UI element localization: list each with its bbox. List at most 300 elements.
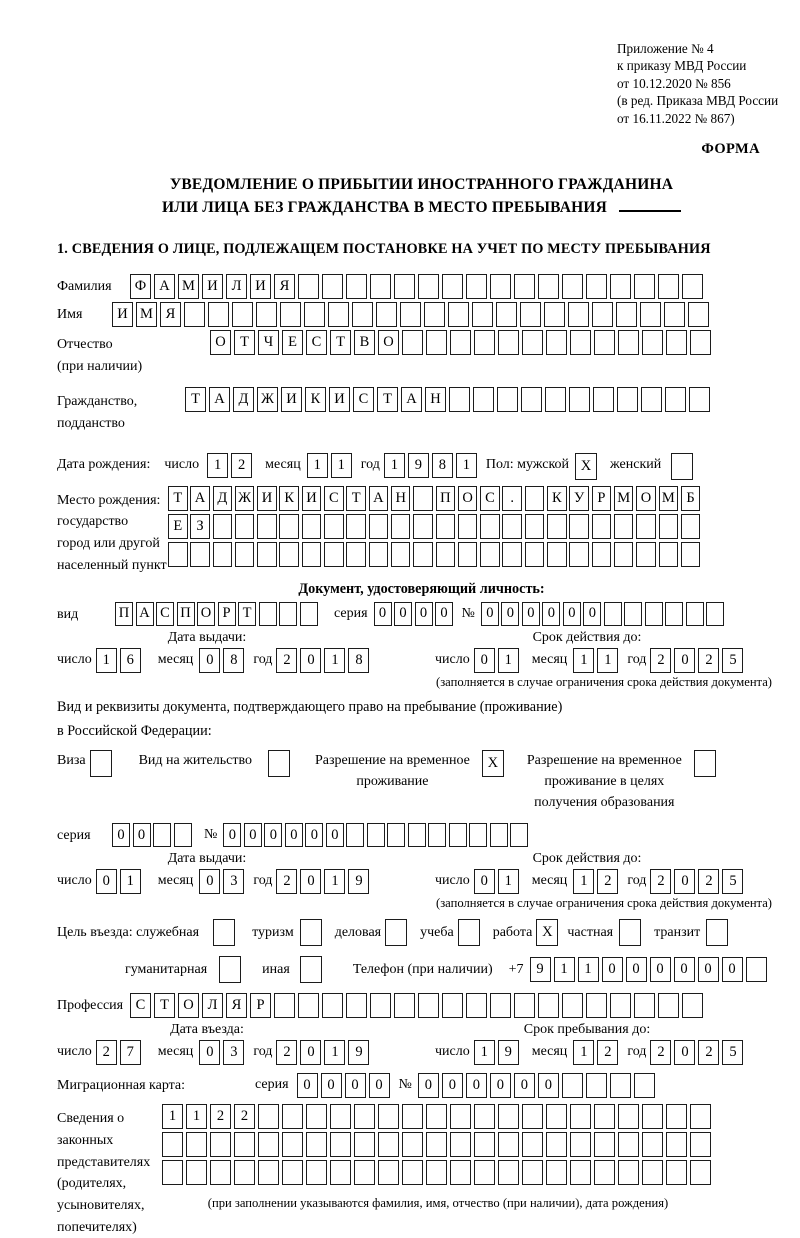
char-cell[interactable]: 5	[722, 1040, 743, 1065]
char-cell[interactable]: 0	[442, 1073, 463, 1098]
char-cell[interactable]: 0	[199, 1040, 220, 1065]
purpose-tourism-checkbox[interactable]	[300, 919, 325, 946]
char-cell[interactable]: 2	[650, 869, 671, 894]
purpose-other-checkbox[interactable]	[300, 956, 325, 983]
char-cell[interactable]: А	[154, 274, 175, 299]
char-cell[interactable]: М	[178, 274, 199, 299]
char-cell[interactable]: 2	[597, 869, 618, 894]
char-cell[interactable]	[538, 274, 559, 299]
char-cell[interactable]	[354, 1160, 375, 1185]
char-cell[interactable]	[522, 330, 543, 355]
char-cell[interactable]: 0	[542, 602, 560, 626]
temp-residence-edu-checkbox[interactable]	[694, 750, 719, 777]
char-cell[interactable]	[474, 330, 495, 355]
char-cell[interactable]	[184, 302, 205, 327]
char-cell[interactable]: 1	[307, 453, 328, 478]
char-cell[interactable]	[474, 1132, 495, 1157]
char-cell[interactable]: М	[614, 486, 634, 511]
char-cell[interactable]	[426, 1132, 447, 1157]
char-cell[interactable]	[213, 919, 235, 946]
char-cell[interactable]: 0	[514, 1073, 535, 1098]
char-cell[interactable]	[636, 542, 656, 567]
char-cell[interactable]	[592, 302, 613, 327]
char-cell[interactable]	[302, 514, 322, 539]
char-cell[interactable]: П	[177, 602, 195, 626]
char-cell[interactable]: К	[279, 486, 299, 511]
char-cell[interactable]	[604, 602, 622, 626]
char-cell[interactable]: Е	[168, 514, 188, 539]
purpose-official-checkbox[interactable]	[213, 919, 238, 946]
char-cell[interactable]	[235, 514, 255, 539]
char-cell[interactable]	[525, 514, 545, 539]
char-cell[interactable]: О	[458, 486, 478, 511]
char-cell[interactable]	[522, 1132, 543, 1157]
char-cell[interactable]: 0	[481, 602, 499, 626]
given-name-input[interactable]	[112, 302, 712, 327]
char-cell[interactable]	[168, 542, 188, 567]
char-cell[interactable]	[402, 1104, 423, 1129]
char-cell[interactable]: 0	[133, 823, 151, 847]
char-cell[interactable]	[642, 1132, 663, 1157]
char-cell[interactable]	[418, 993, 439, 1018]
char-cell[interactable]: М	[659, 486, 679, 511]
char-cell[interactable]: З	[190, 514, 210, 539]
char-cell[interactable]	[570, 1104, 591, 1129]
char-cell[interactable]: 0	[223, 823, 241, 847]
phone-number-input[interactable]	[530, 957, 770, 982]
char-cell[interactable]: 1	[456, 453, 477, 478]
char-cell[interactable]	[256, 302, 277, 327]
char-cell[interactable]	[400, 302, 421, 327]
id-issue-day-input[interactable]	[96, 648, 144, 673]
char-cell[interactable]	[624, 602, 642, 626]
char-cell[interactable]	[458, 919, 480, 946]
birth-day-input[interactable]	[207, 453, 255, 478]
char-cell[interactable]	[569, 542, 589, 567]
char-cell[interactable]	[418, 274, 439, 299]
char-cell[interactable]: 1	[384, 453, 405, 478]
char-cell[interactable]	[514, 274, 535, 299]
char-cell[interactable]	[324, 542, 344, 567]
char-cell[interactable]: 0	[300, 869, 321, 894]
char-cell[interactable]	[614, 514, 634, 539]
char-cell[interactable]: 0	[418, 1073, 439, 1098]
char-cell[interactable]: Т	[185, 387, 206, 412]
char-cell[interactable]	[450, 1104, 471, 1129]
stay-year-input[interactable]	[650, 1040, 746, 1065]
char-cell[interactable]: 1	[578, 957, 599, 982]
char-cell[interactable]	[546, 1132, 567, 1157]
char-cell[interactable]: 0	[466, 1073, 487, 1098]
char-cell[interactable]	[490, 993, 511, 1018]
char-cell[interactable]	[387, 823, 405, 847]
char-cell[interactable]: 1	[597, 648, 618, 673]
char-cell[interactable]: 2	[650, 1040, 671, 1065]
char-cell[interactable]	[664, 302, 685, 327]
char-cell[interactable]: 0	[501, 602, 519, 626]
res-issue-day-input[interactable]	[96, 869, 144, 894]
char-cell[interactable]: 0	[199, 869, 220, 894]
char-cell[interactable]	[690, 330, 711, 355]
char-cell[interactable]	[619, 919, 641, 946]
char-cell[interactable]	[186, 1160, 207, 1185]
char-cell[interactable]: И	[302, 486, 322, 511]
char-cell[interactable]	[616, 302, 637, 327]
char-cell[interactable]: 0	[602, 957, 623, 982]
char-cell[interactable]	[594, 1132, 615, 1157]
char-cell[interactable]	[686, 602, 704, 626]
char-cell[interactable]	[424, 302, 445, 327]
char-cell[interactable]: 2	[698, 648, 719, 673]
char-cell[interactable]	[370, 993, 391, 1018]
char-cell[interactable]	[666, 1160, 687, 1185]
char-cell[interactable]	[219, 956, 241, 983]
char-cell[interactable]	[330, 1160, 351, 1185]
char-cell[interactable]	[645, 602, 663, 626]
char-cell[interactable]: А	[136, 602, 154, 626]
char-cell[interactable]: 1	[573, 648, 594, 673]
char-cell[interactable]	[618, 330, 639, 355]
char-cell[interactable]	[90, 750, 112, 777]
char-cell[interactable]: 0	[722, 957, 743, 982]
char-cell[interactable]	[282, 1104, 303, 1129]
char-cell[interactable]: 0	[626, 957, 647, 982]
char-cell[interactable]: X	[575, 453, 597, 480]
profession-input[interactable]	[130, 993, 706, 1018]
char-cell[interactable]	[324, 514, 344, 539]
char-cell[interactable]	[302, 542, 322, 567]
char-cell[interactable]: 0	[674, 957, 695, 982]
char-cell[interactable]: X	[482, 750, 504, 777]
char-cell[interactable]	[522, 1104, 543, 1129]
char-cell[interactable]: Ч	[258, 330, 279, 355]
char-cell[interactable]	[402, 1160, 423, 1185]
char-cell[interactable]	[458, 514, 478, 539]
char-cell[interactable]: 2	[698, 869, 719, 894]
char-cell[interactable]	[369, 514, 389, 539]
char-cell[interactable]	[659, 514, 679, 539]
char-cell[interactable]	[346, 514, 366, 539]
char-cell[interactable]	[665, 602, 683, 626]
doc-series-input[interactable]	[374, 602, 456, 626]
char-cell[interactable]: И	[112, 302, 133, 327]
res-issue-year-input[interactable]	[276, 869, 372, 894]
char-cell[interactable]	[369, 542, 389, 567]
char-cell[interactable]	[498, 1104, 519, 1129]
char-cell[interactable]	[570, 330, 591, 355]
char-cell[interactable]	[618, 1132, 639, 1157]
char-cell[interactable]	[328, 302, 349, 327]
char-cell[interactable]	[450, 1160, 471, 1185]
char-cell[interactable]	[690, 1104, 711, 1129]
char-cell[interactable]: О	[178, 993, 199, 1018]
char-cell[interactable]	[354, 1132, 375, 1157]
entry-year-input[interactable]	[276, 1040, 372, 1065]
char-cell[interactable]	[385, 919, 407, 946]
char-cell[interactable]	[306, 1104, 327, 1129]
char-cell[interactable]	[190, 542, 210, 567]
char-cell[interactable]: 1	[324, 869, 345, 894]
stay-month-input[interactable]	[573, 1040, 621, 1065]
res-valid-year-input[interactable]	[650, 869, 746, 894]
char-cell[interactable]: 1	[120, 869, 141, 894]
migration-series-input[interactable]	[297, 1073, 393, 1098]
char-cell[interactable]	[570, 1160, 591, 1185]
char-cell[interactable]	[689, 387, 710, 412]
char-cell[interactable]: 9	[348, 869, 369, 894]
char-cell[interactable]	[706, 602, 724, 626]
char-cell[interactable]: 3	[223, 1040, 244, 1065]
char-cell[interactable]: О	[197, 602, 215, 626]
char-cell[interactable]	[545, 387, 566, 412]
birth-place-input-row3[interactable]	[168, 542, 703, 567]
char-cell[interactable]	[586, 274, 607, 299]
birth-place-input-row2[interactable]	[168, 514, 703, 539]
char-cell[interactable]: Ф	[130, 274, 151, 299]
doc-kind-input[interactable]	[115, 602, 320, 626]
char-cell[interactable]: У	[569, 486, 589, 511]
char-cell[interactable]: 0	[305, 823, 323, 847]
char-cell[interactable]	[665, 387, 686, 412]
char-cell[interactable]	[547, 542, 567, 567]
char-cell[interactable]	[442, 274, 463, 299]
representatives-input-row3[interactable]	[162, 1160, 714, 1185]
char-cell[interactable]: Я	[160, 302, 181, 327]
char-cell[interactable]: Р	[218, 602, 236, 626]
char-cell[interactable]	[636, 514, 656, 539]
char-cell[interactable]	[525, 486, 545, 511]
char-cell[interactable]: И	[257, 486, 277, 511]
char-cell[interactable]	[257, 514, 277, 539]
char-cell[interactable]: П	[436, 486, 456, 511]
char-cell[interactable]: 0	[674, 648, 695, 673]
purpose-study-checkbox[interactable]	[458, 919, 483, 946]
char-cell[interactable]	[594, 1104, 615, 1129]
char-cell[interactable]: 0	[474, 648, 495, 673]
char-cell[interactable]	[525, 542, 545, 567]
id-valid-month-input[interactable]	[573, 648, 621, 673]
char-cell[interactable]	[510, 823, 528, 847]
char-cell[interactable]	[210, 1132, 231, 1157]
char-cell[interactable]: Р	[592, 486, 612, 511]
char-cell[interactable]: 5	[722, 648, 743, 673]
char-cell[interactable]: 1	[186, 1104, 207, 1129]
char-cell[interactable]	[610, 1073, 631, 1098]
doc-number-input[interactable]	[481, 602, 727, 626]
char-cell[interactable]	[391, 542, 411, 567]
char-cell[interactable]: К	[305, 387, 326, 412]
char-cell[interactable]	[280, 302, 301, 327]
char-cell[interactable]	[618, 1104, 639, 1129]
char-cell[interactable]: Т	[346, 486, 366, 511]
char-cell[interactable]	[520, 302, 541, 327]
char-cell[interactable]	[522, 1160, 543, 1185]
char-cell[interactable]: Т	[377, 387, 398, 412]
char-cell[interactable]	[346, 993, 367, 1018]
id-valid-year-input[interactable]	[650, 648, 746, 673]
char-cell[interactable]	[634, 993, 655, 1018]
id-issue-month-input[interactable]	[199, 648, 247, 673]
char-cell[interactable]	[490, 823, 508, 847]
char-cell[interactable]: 1	[554, 957, 575, 982]
char-cell[interactable]	[378, 1160, 399, 1185]
char-cell[interactable]	[498, 330, 519, 355]
char-cell[interactable]: 1	[474, 1040, 495, 1065]
representatives-input-row1[interactable]	[162, 1104, 714, 1129]
char-cell[interactable]: 1	[96, 648, 117, 673]
char-cell[interactable]: Я	[226, 993, 247, 1018]
char-cell[interactable]	[614, 542, 634, 567]
purpose-work-checkbox[interactable]	[536, 919, 561, 946]
char-cell[interactable]	[682, 993, 703, 1018]
char-cell[interactable]: О	[636, 486, 656, 511]
purpose-humanitarian-checkbox[interactable]	[219, 956, 244, 983]
char-cell[interactable]: 0	[583, 602, 601, 626]
char-cell[interactable]: 0	[300, 648, 321, 673]
char-cell[interactable]	[330, 1132, 351, 1157]
char-cell[interactable]	[274, 993, 295, 1018]
char-cell[interactable]: 0	[698, 957, 719, 982]
purpose-transit-checkbox[interactable]	[706, 919, 731, 946]
char-cell[interactable]: Д	[233, 387, 254, 412]
char-cell[interactable]: .	[502, 486, 522, 511]
char-cell[interactable]	[282, 1132, 303, 1157]
char-cell[interactable]: 1	[573, 869, 594, 894]
char-cell[interactable]	[490, 274, 511, 299]
sex-male-checkbox[interactable]	[575, 453, 600, 480]
char-cell[interactable]	[671, 453, 693, 480]
char-cell[interactable]	[426, 1160, 447, 1185]
char-cell[interactable]	[472, 302, 493, 327]
char-cell[interactable]: 9	[498, 1040, 519, 1065]
char-cell[interactable]	[210, 1160, 231, 1185]
char-cell[interactable]	[546, 1104, 567, 1129]
char-cell[interactable]	[466, 993, 487, 1018]
char-cell[interactable]: Л	[202, 993, 223, 1018]
char-cell[interactable]	[497, 387, 518, 412]
char-cell[interactable]	[480, 514, 500, 539]
char-cell[interactable]	[586, 1073, 607, 1098]
char-cell[interactable]: 5	[722, 869, 743, 894]
char-cell[interactable]	[402, 1132, 423, 1157]
char-cell[interactable]	[258, 1104, 279, 1129]
char-cell[interactable]: 2	[210, 1104, 231, 1129]
char-cell[interactable]	[306, 1132, 327, 1157]
char-cell[interactable]	[544, 302, 565, 327]
char-cell[interactable]	[234, 1132, 255, 1157]
char-cell[interactable]	[213, 514, 233, 539]
char-cell[interactable]: Т	[238, 602, 256, 626]
char-cell[interactable]: 0	[538, 1073, 559, 1098]
char-cell[interactable]	[428, 823, 446, 847]
birth-year-input[interactable]	[384, 453, 480, 478]
char-cell[interactable]	[498, 1132, 519, 1157]
char-cell[interactable]	[448, 302, 469, 327]
char-cell[interactable]	[162, 1160, 183, 1185]
char-cell[interactable]: 2	[96, 1040, 117, 1065]
char-cell[interactable]	[367, 823, 385, 847]
char-cell[interactable]	[547, 514, 567, 539]
char-cell[interactable]	[346, 823, 364, 847]
char-cell[interactable]	[474, 1104, 495, 1129]
char-cell[interactable]	[658, 993, 679, 1018]
char-cell[interactable]	[594, 330, 615, 355]
char-cell[interactable]: С	[156, 602, 174, 626]
char-cell[interactable]	[282, 1160, 303, 1185]
char-cell[interactable]	[352, 302, 373, 327]
char-cell[interactable]	[450, 330, 471, 355]
char-cell[interactable]: 0	[490, 1073, 511, 1098]
char-cell[interactable]: Т	[154, 993, 175, 1018]
visa-checkbox[interactable]	[90, 750, 115, 777]
char-cell[interactable]	[642, 330, 663, 355]
char-cell[interactable]: 1	[573, 1040, 594, 1065]
char-cell[interactable]: 0	[369, 1073, 390, 1098]
char-cell[interactable]: О	[210, 330, 231, 355]
char-cell[interactable]: 0	[96, 869, 117, 894]
char-cell[interactable]	[258, 1160, 279, 1185]
char-cell[interactable]	[413, 514, 433, 539]
entry-month-input[interactable]	[199, 1040, 247, 1065]
char-cell[interactable]	[666, 1132, 687, 1157]
char-cell[interactable]: 0	[674, 1040, 695, 1065]
char-cell[interactable]: Т	[330, 330, 351, 355]
char-cell[interactable]: Т	[234, 330, 255, 355]
char-cell[interactable]	[690, 1132, 711, 1157]
char-cell[interactable]	[213, 542, 233, 567]
char-cell[interactable]	[473, 387, 494, 412]
char-cell[interactable]	[279, 602, 297, 626]
residence-permit-checkbox[interactable]	[268, 750, 293, 777]
migration-number-input[interactable]	[418, 1073, 658, 1098]
char-cell[interactable]: К	[547, 486, 567, 511]
char-cell[interactable]: С	[324, 486, 344, 511]
char-cell[interactable]: 0	[244, 823, 262, 847]
char-cell[interactable]: X	[536, 919, 558, 946]
char-cell[interactable]: 8	[432, 453, 453, 478]
char-cell[interactable]: 1	[498, 869, 519, 894]
char-cell[interactable]: 0	[321, 1073, 342, 1098]
char-cell[interactable]: 1	[162, 1104, 183, 1129]
char-cell[interactable]	[300, 602, 318, 626]
char-cell[interactable]	[706, 919, 728, 946]
char-cell[interactable]	[538, 993, 559, 1018]
purpose-business-checkbox[interactable]	[385, 919, 410, 946]
char-cell[interactable]: 2	[650, 648, 671, 673]
char-cell[interactable]: Л	[226, 274, 247, 299]
char-cell[interactable]	[681, 542, 701, 567]
char-cell[interactable]	[634, 1073, 655, 1098]
sex-female-checkbox[interactable]	[671, 453, 696, 480]
char-cell[interactable]	[354, 1104, 375, 1129]
char-cell[interactable]	[186, 1132, 207, 1157]
char-cell[interactable]	[376, 302, 397, 327]
char-cell[interactable]	[658, 274, 679, 299]
char-cell[interactable]: 0	[285, 823, 303, 847]
temp-residence-checkbox[interactable]	[482, 750, 507, 777]
char-cell[interactable]	[480, 542, 500, 567]
res-valid-month-input[interactable]	[573, 869, 621, 894]
char-cell[interactable]	[306, 1160, 327, 1185]
char-cell[interactable]: И	[202, 274, 223, 299]
char-cell[interactable]: 0	[415, 602, 433, 626]
char-cell[interactable]	[746, 957, 767, 982]
char-cell[interactable]: 2	[698, 1040, 719, 1065]
char-cell[interactable]: 0	[326, 823, 344, 847]
char-cell[interactable]: 0	[345, 1073, 366, 1098]
char-cell[interactable]: А	[190, 486, 210, 511]
char-cell[interactable]: С	[353, 387, 374, 412]
